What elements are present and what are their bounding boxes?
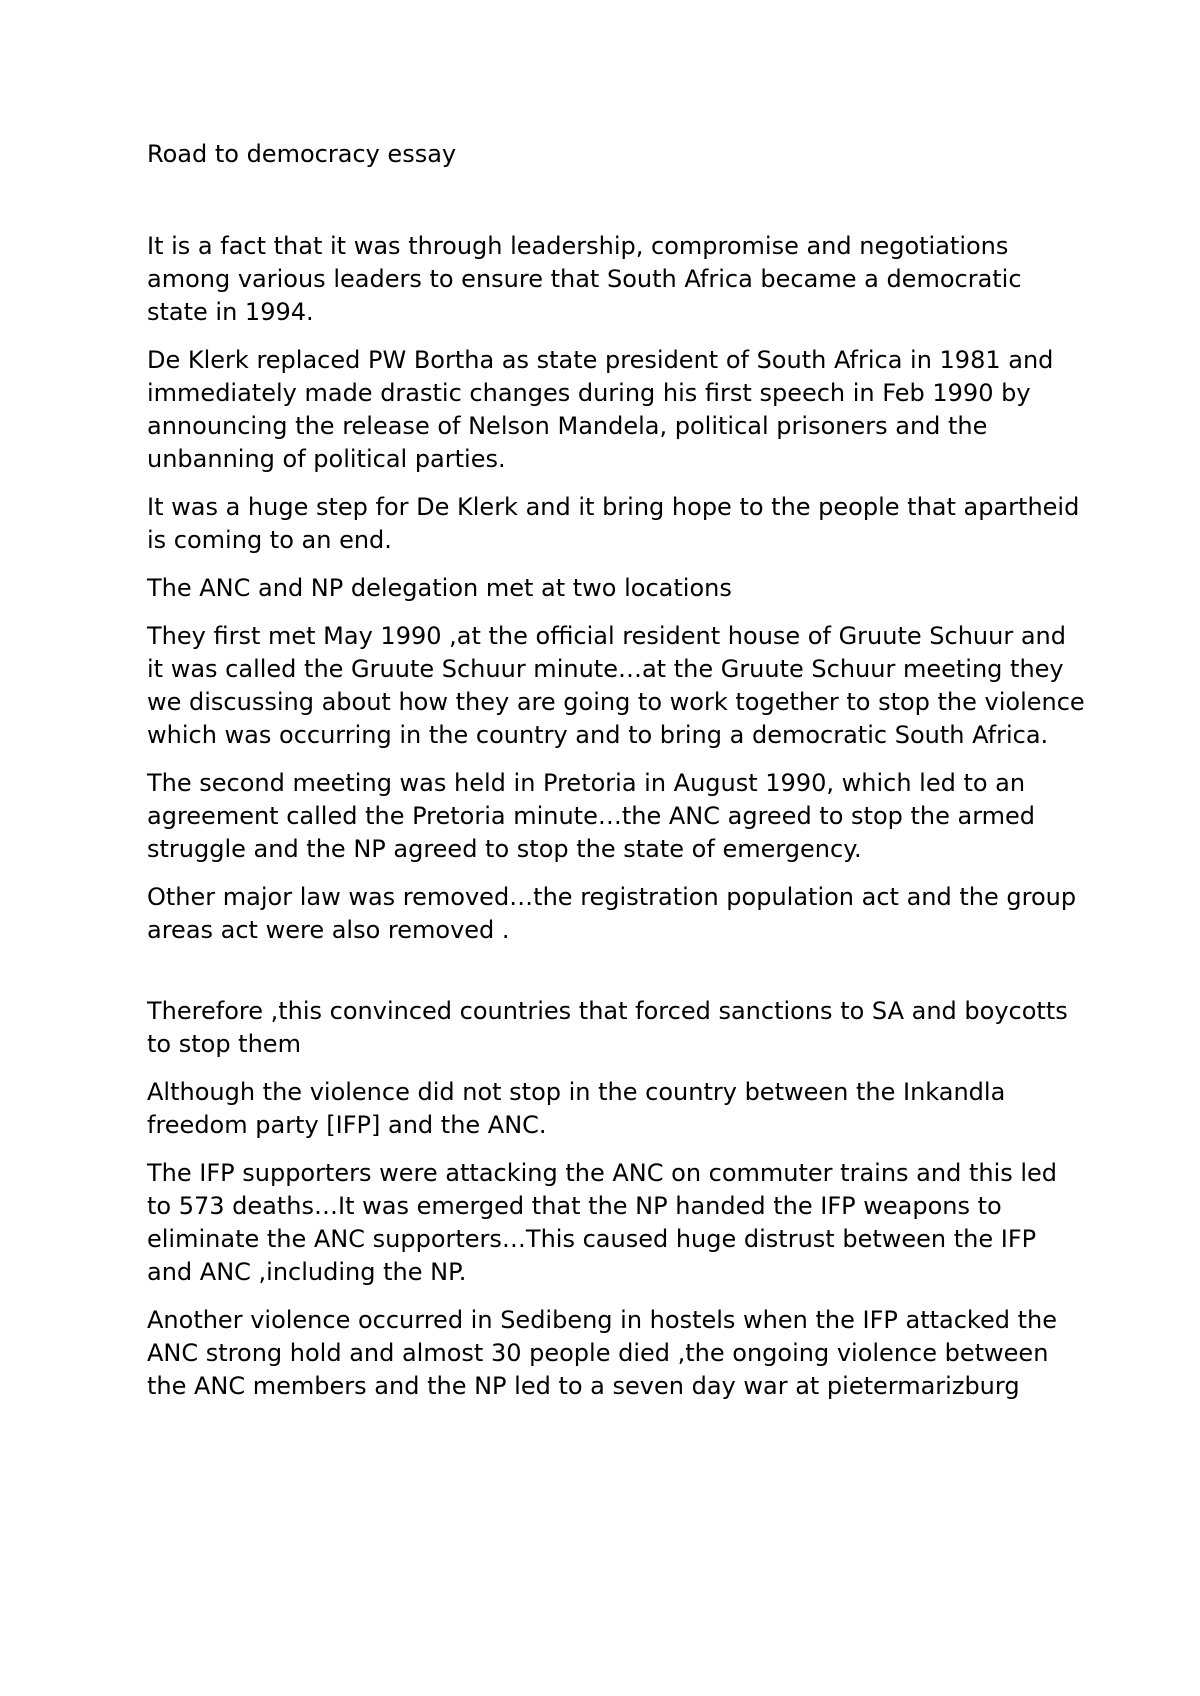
paragraph-de-klerk: De Klerk replaced PW Bortha as state president of South Africa in 1981 and immediately made drastic changes during his first speech in Feb 1990 by announcing the release of Nelson Mandela, political prisoners and the unbanning of political parties. <box>147 346 1054 473</box>
paragraph-huge-step: It was a huge step for De Klerk and it bring hope to the people that apartheid is coming to an end. <box>147 493 1080 554</box>
document-body <box>147 138 1087 1418</box>
paragraph-sedibeng: Another violence occurred in Sedibeng in hostels when the IFP attacked the ANC strong hold and almost 30 people died ,the ongoing violence between the ANC members and the NP led to a seven day war at pietermarizburg <box>147 1306 1057 1400</box>
paragraph-delegation: The ANC and NP delegation met at two locations <box>147 574 732 602</box>
document-title: Road to democracy essay <box>147 140 457 168</box>
paragraph-ifp-attacks: The IFP supporters were attacking the ANC on commuter trains and this led to 573 deaths…It was emerged that the NP handed the IFP weapons to eliminate the ANC supporters…This caused huge distrust between the IFP and ANC ,including the NP. <box>147 1159 1058 1286</box>
paragraph-violence: Although the violence did not stop in the country between the Inkandla freedom party [IFP] and the ANC. <box>147 1078 1006 1139</box>
paragraph-sanctions: Therefore ,this convinced countries that forced sanctions to SA and boycotts to stop them <box>147 997 1068 1058</box>
paragraph-laws-removed: Other major law was removed…the registration population act and the group areas act were also removed . <box>147 883 1077 944</box>
paragraph-pretoria: The second meeting was held in Pretoria in August 1990, which led to an agreement called the Pretoria minute…the ANC agreed to stop the armed struggle and the NP agreed to stop the state of emergency. <box>147 769 1036 863</box>
paragraph-groote-schuur: They first met May 1990 ,at the official resident house of Gruute Schuur and it was called the Gruute Schuur minute…at the Gruute Schuur meeting they we discussing about how they are going to work together to stop the violence which was occurring in the country and to bring a democratic South Africa. <box>147 622 1085 749</box>
paragraph-intro: It is a fact that it was through leadership, compromise and negotiations among various leaders to ensure that South Africa became a democratic state in 1994. <box>147 232 1022 326</box>
